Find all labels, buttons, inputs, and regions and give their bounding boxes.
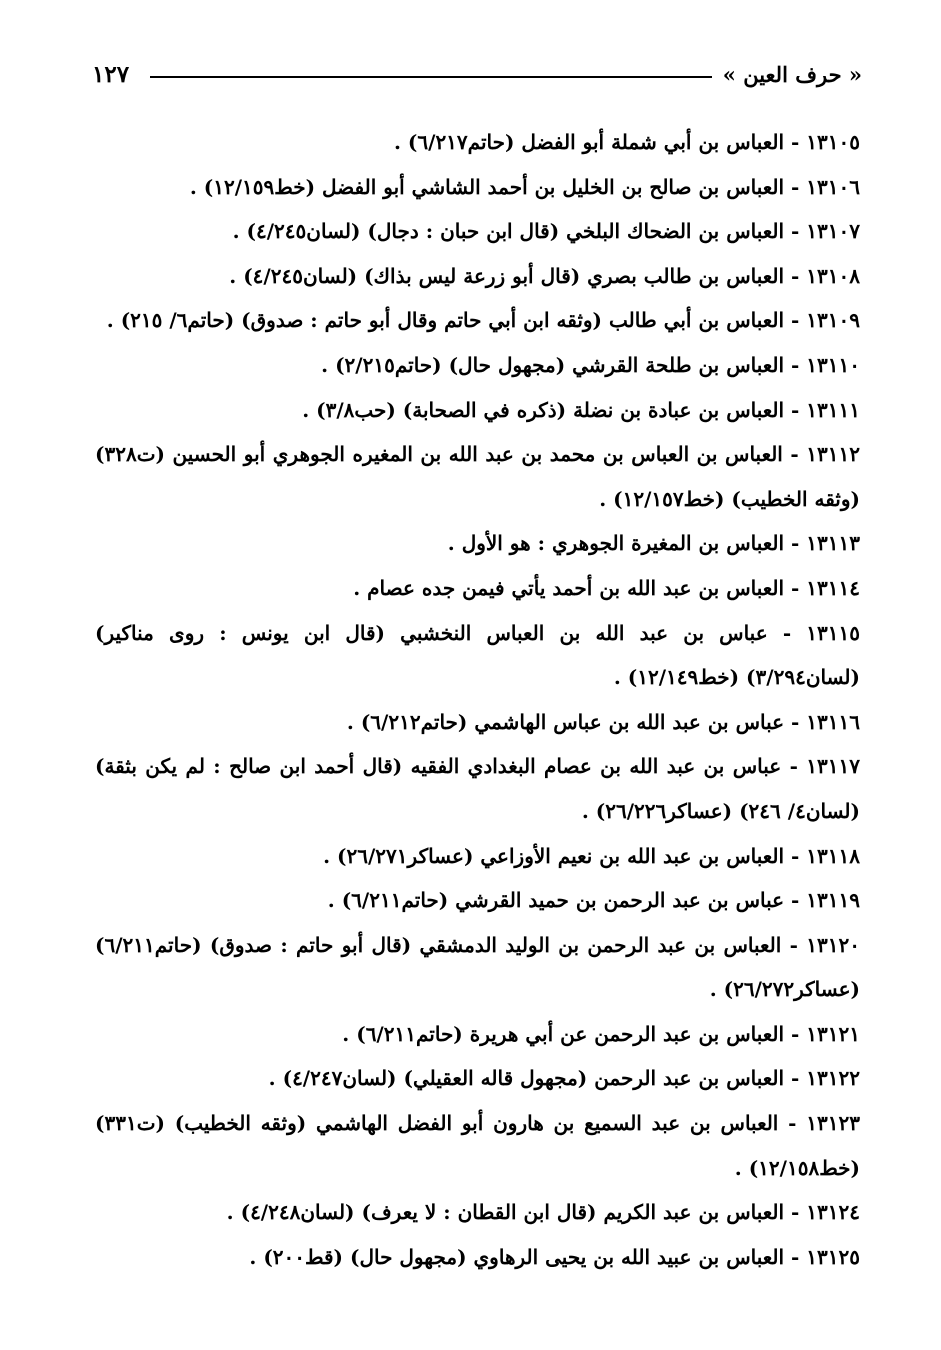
entry-13119: ١٣١١٩ - عباس بن عبد الرحمن بن حميد القرشي (حاتم٦/٢١١) . xyxy=(327,888,860,913)
entry-13110: ١٣١١٠ - العباس بن طلحة القرشي (مجهول حال) (حاتم٢/٢١٥) . xyxy=(321,352,860,377)
page-header xyxy=(92,58,862,94)
entry-13122: ١٣١٢٢ - العباس بن عبد الرحمن (مجهول قاله العقيلي) (لسان٤/٢٤٧) . xyxy=(268,1066,860,1091)
page-number: ١٢٧ xyxy=(92,61,130,88)
entry-13125: ١٣١٢٥ - العباس بن عبيد الله بن يحيى الرهاوي (مجهول حال) (قط٢٠٠) . xyxy=(249,1244,860,1269)
header-rule xyxy=(150,76,712,78)
entry-13107: ١٣١٠٧ - العباس بن الضحاك البلخي (قال ابن حبان : دجال) (لسان٤/٢٤٥) . xyxy=(232,219,860,244)
entry-13106: ١٣١٠٦ - العباس بن صالح بن الخليل بن أحمد الشاشي أبو الفضل (خط١٢/١٥٩) . xyxy=(189,174,860,199)
entry-13123: ١٣١٢٣ - العباس بن عبد السميع بن هارون أبو الفضل الهاشمي (وثقه الخطيب) (ت٣٣١) (خط١٢/١٥٨) . xyxy=(95,1111,860,1180)
entry-13117: ١٣١١٧ - عباس بن عبد الله بن عصام البغدادي الفقيه (قال أحمد ابن صالح : لم يكن بثقة) (لسان٤/ ٢٤٦) (عساكر٢٦/٢٢٦) . xyxy=(95,754,860,823)
entry-13116: ١٣١١٦ - عباس بن عبد الله بن عباس الهاشمي (حاتم٦/٢١٢) . xyxy=(346,709,860,734)
entry-13114: ١٣١١٤ - العباس بن عبد الله بن أحمد يأتي فيمن جده عصام . xyxy=(353,575,860,600)
entry-13111: ١٣١١١ - العباس بن عبادة بن نضلة (ذكره في الصحابة) (حب٣/٨) . xyxy=(302,397,860,422)
entry-13124: ١٣١٢٤ - العباس بن عبد الكريم (قال ابن القطان : لا يعرف) (لسان٤/٢٤٨) . xyxy=(226,1200,860,1225)
entry-13105: ١٣١٠٥ - العباس بن أبي شملة أبو الفضل (حاتم٦/٢١٧) . xyxy=(394,130,860,154)
running-title: « حرف العين » xyxy=(722,62,862,87)
entry-13109: ١٣١٠٩ - العباس بن أبي طالب (وثقه ابن أبي حاتم وقال أبو حاتم : صدوق) (حاتم٦/ ٢١٥) . xyxy=(106,308,860,333)
entry-13113: ١٣١١٣ - العباس بن المغيرة الجوهري : هو الأول . xyxy=(447,531,860,556)
entry-13120: ١٣١٢٠ - العباس بن عبد الرحمن بن الوليد الدمشقي (قال أبو حاتم : صدوق) (حاتم٦/٢١١) (عساكر٢٦/٢٧٢) . xyxy=(95,932,861,1002)
entry-13115: ١٣١١٥ - عباس بن عبد الله بن العباس النخشبي (قال ابن يونس : روى مناكير) (لسان٣/٢٩٤) (خط١٢/١٤٩) . xyxy=(95,620,860,690)
entry-13112: ١٣١١٢ - العباس بن العباس بن محمد بن عبد الله بن المغيره الجوهري أبو الحسين (ت٣٢٨) (وثقه الخطيب) (خط١٢/١٥٧) . xyxy=(95,442,860,511)
entry-13118: ١٣١١٨ - العباس بن عبد الله بن نعيم الأوزاعي (عساكر٢٦/٢٧١) . xyxy=(323,843,860,868)
entry-list xyxy=(95,120,860,1279)
entry-13121: ١٣١٢١ - العباس بن عبد الرحمن عن أبي هريرة (حاتم٦/٢١١) . xyxy=(342,1021,860,1046)
entry-13108: ١٣١٠٨ - العباس بن طالب بصري (قال أبو زرعة ليس بذاك) (لسان٤/٢٤٥) . xyxy=(229,263,860,288)
